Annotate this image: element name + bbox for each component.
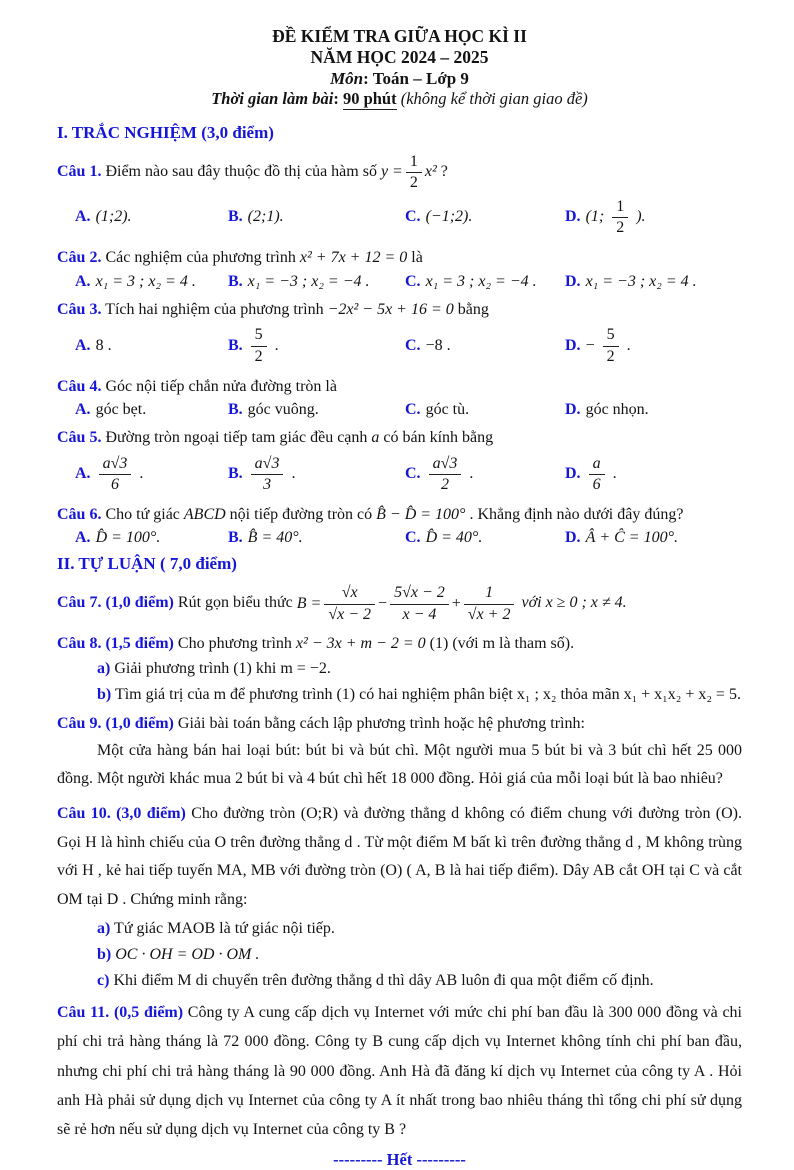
q5c-fraction: $\frac{a√3}{2}$	[429, 454, 462, 495]
school-year: NĂM HỌC 2024 – 2025	[310, 47, 489, 68]
question-2: Câu 2. Các nghiệm của phương trình x² + 7x + 12 = 0 là A. x₁ = 3 ; x₂ = 4 . B. x₁ = −3 ; x₂ = −4 . C. x₁ = 3 ; x₂ = −4 . D. x₁ = −3 ; x₂ = 4 .	[57, 246, 742, 290]
q5a-fraction: $\frac{a√3}{6}$	[99, 454, 132, 495]
option-6b: B. B̂ = 40°.	[228, 529, 303, 547]
option-4d: D. góc nhọn.	[565, 400, 649, 418]
time-line	[57, 89, 742, 109]
q7-fraction-1: $\frac{√x}{√x - 2}$	[324, 583, 375, 624]
option-3a: A. 8 .	[75, 336, 112, 354]
q1-fraction: $\frac{1}{2}$	[406, 152, 422, 193]
option-6d: D. Â + Ĉ = 100°.	[565, 529, 678, 547]
question-4-options	[57, 401, 742, 419]
option-5a: A. $\frac{a√3}{6}$ .	[75, 454, 144, 494]
question-5-options	[57, 452, 742, 496]
option-3b: B. $\frac{5}{2}$ .	[228, 326, 279, 365]
question-10	[57, 800, 742, 993]
time-label: Thời gian làm bài	[211, 89, 334, 109]
question-9-body: Một cửa hàng bán hai loại bút: bút bi và bút chì. Một người mua 5 bút bi và 3 bút chì hết 25 000 đồng. Một người khác mua 2 bút bi và 4 bút chì hết 18 000 đồng. Hỏi giá của mỗi loại bút là bao nhiêu?	[57, 742, 742, 787]
q3b-fraction: $\frac{5}{2}$	[251, 325, 267, 366]
option-5c: C. $\frac{a√3}{2}$ .	[405, 454, 474, 494]
question-6: Câu 6. Cho tứ giác ABCD nội tiếp đường tròn có B̂ − D̂ = 100° . Khẳng định nào dưới đây đúng? A. D̂ = 100°. B. B̂ = 40°. C. D̂ = 40°. D. Â + Ĉ = 100°.	[57, 503, 742, 547]
question-3-options	[57, 324, 742, 368]
subject-line	[57, 69, 742, 90]
subject-value: : Toán – Lớp 9	[363, 68, 469, 88]
question-5-label: Câu 5.	[57, 428, 102, 446]
question-10-body: Cho đường tròn (O;R) và đường thẳng d không có điểm chung với đường tròn (O). Gọi H là hình chiếu của O trên đường thẳng d . Từ một điểm M bất kì trên đường thẳng d , M không trùng với H , kẻ hai tiếp tuyến MA, MB với đường tròn (O) ( A, B là hai tiếp điểm). Dây AB cắt OH tại C và cắt OM tại D . Chứng minh rằng:	[57, 804, 743, 909]
section-1-title: I. TRẮC NGHIỆM (3,0 điểm)	[57, 122, 274, 142]
question-2-options	[57, 273, 742, 291]
question-9: Câu 9. (1,0 điểm) Giải bài toán bằng cách lập phương trình hoặc hệ phương trình: Một cửa hàng bán hai loại bút: bút bi và bút chì. Một người mua 5 bút bi và 3 bút chì hết 25 000 đồng. Một người khác mua 2 bút bi và 4 bút chì hết 18 000 đồng. Hỏi giá của mỗi loại bút là bao nhiêu?	[57, 712, 742, 792]
question-9-label: Câu 9. (1,0 điểm)	[57, 715, 174, 733]
question-1	[57, 152, 742, 240]
question-8: Câu 8. (1,5 điểm) Cho phương trình x² − 3x + m − 2 = 0 (1) (với m là tham số). a) Giải phương trình (1) khi m = −2. b) Tìm giá trị của m để phương trình (1) có hai nghiệm phân biệt x₁ ; x₂ thỏa mãn x₁ + x₁x₂ + x₂ = 5.	[57, 632, 742, 707]
section-2-title: II. TỰ LUẬN ( 7,0 điểm)	[57, 554, 237, 574]
time-value: 90 phút	[342, 89, 397, 109]
question-6-options	[57, 529, 742, 547]
option-2c: C. x₁ = 3 ; x₂ = −4 .	[405, 272, 537, 290]
question-3-label: Câu 3.	[57, 300, 102, 318]
option-4c: C. góc tù.	[405, 400, 470, 418]
q1-math-pre: y =	[380, 163, 403, 181]
question-5: Câu 5. Đường tròn ngoại tiếp tam giác đều cạnh a có bán kính bằng A. $\frac{a√3}{6}$ . B. $\frac{a√3}{3}$ . C. $\frac{a√3}{2}$ . D. $\frac{a}{6}$ .	[57, 426, 742, 496]
q3d-fraction: $\frac{5}{2}$	[603, 325, 619, 366]
option-6c: C. D̂ = 40°.	[405, 529, 483, 547]
option-5b: B. $\frac{a√3}{3}$ .	[228, 454, 296, 494]
option-4a: A. góc bẹt.	[75, 400, 147, 418]
option-3c: C. −8 .	[405, 336, 451, 354]
option-1d: D. (1; $\frac{1}{2}$ ).	[565, 197, 646, 237]
option-6a: A. D̂ = 100°.	[75, 529, 161, 547]
question-10a: a) Tứ giác MAOB là tứ giác nội tiếp.	[97, 919, 335, 937]
option-1a: A. (1;2).	[75, 208, 132, 226]
question-7: Câu 7. (1,0 điểm) Rút gọn biểu thức B = $\frac{√x}{√x - 2}$ − $\frac{5√x - 2}{x - 4}$ + $\frac{1}{√x + 2}$ với x ≥ 0 ; x ≠ 4.	[57, 584, 627, 623]
option-5d: D. $\frac{a}{6}$ .	[565, 454, 617, 494]
question-3: Câu 3. Tích hai nghiệm của phương trình −2x² − 5x + 16 = 0 bằng A. 8 . B. $\frac{5}{2}$ . C. −8 . D. − $\frac{5}{2}$ .	[57, 298, 742, 368]
q1-math-post: x²	[424, 163, 437, 181]
question-4-label: Câu 4.	[57, 377, 102, 395]
option-1c: C. (−1;2).	[405, 208, 473, 226]
option-3d: D. − $\frac{5}{2}$ .	[565, 326, 631, 365]
option-2a: A. x₁ = 3 ; x₂ = 4 .	[75, 272, 196, 290]
time-note: (không kể thời gian giao đề)	[396, 89, 588, 109]
question-8b: b) Tìm giá trị của m để phương trình (1) có hai nghiệm phân biệt x₁ ; x₂ thỏa mãn x₁ + x₁x₂ + x₂ = 5.	[97, 686, 741, 704]
q7-fraction-2: $\frac{5√x - 2}{x - 4}$	[390, 583, 449, 624]
exam-header	[57, 26, 742, 110]
question-11	[57, 998, 742, 1144]
exam-title: ĐỀ KIỂM TRA GIỮA HỌC KÌ II	[272, 26, 527, 46]
q7-expression: B = $\frac{√x}{√x - 2}$ − $\frac{5√x - 2}{x - 4}$ + $\frac{1}{√x + 2}$	[297, 583, 518, 624]
question-8-label: Câu 8. (1,5 điểm)	[57, 635, 174, 653]
question-7-label: Câu 7. (1,0 điểm)	[57, 594, 174, 612]
question-10c: c) Khi điểm M di chuyển trên đường thẳng d thì dây AB luôn đi qua một điểm cố định.	[97, 971, 654, 989]
q5d-fraction: $\frac{a}{6}$	[589, 454, 605, 495]
question-10b: b) OC · OH = OD · OM .	[97, 945, 260, 963]
q1d-fraction: $\frac{1}{2}$	[612, 197, 628, 238]
question-11-label: Câu 11. (0,5 điểm)	[57, 1003, 184, 1021]
question-6-label: Câu 6.	[57, 506, 102, 524]
option-2b: B. x₁ = −3 ; x₂ = −4 .	[228, 272, 370, 290]
question-1-label: Câu 1.	[57, 162, 102, 180]
q1-tail: ?	[436, 162, 448, 180]
question-4: Câu 4. Góc nội tiếp chắn nửa đường tròn là A. góc bẹt. B. góc vuông. C. góc tù. D. góc nhọn.	[57, 375, 742, 419]
option-4b: B. góc vuông.	[228, 400, 319, 418]
subject-label: Môn	[330, 68, 364, 88]
question-8a: a) Giải phương trình (1) khi m = −2.	[97, 660, 331, 678]
q5b-fraction: $\frac{a√3}{3}$	[251, 454, 284, 495]
question-1-text: Điểm nào sau đây thuộc đồ thị của hàm số	[101, 162, 381, 180]
time-colon: :	[333, 89, 343, 109]
question-1-options	[57, 195, 742, 239]
end-marker: --------- Hết ---------	[333, 1150, 466, 1170]
option-1b: B. (2;1).	[228, 208, 284, 226]
option-2d: D. x₁ = −3 ; x₂ = 4 .	[565, 272, 697, 290]
question-10-label: Câu 10. (3,0 điểm)	[57, 804, 186, 822]
question-2-label: Câu 2.	[57, 249, 102, 267]
q7-fraction-3: $\frac{1}{√x + 2}$	[464, 583, 515, 624]
question-11-body: Công ty A cung cấp dịch vụ Internet với mức chi phí ban đầu là 300 000 đồng và chi phí chi trả hàng tháng là 72 000 đồng. Công ty B cung cấp dịch vụ Internet không tính chi phí ban đầu, nhưng chi phí chi trả hàng tháng là 90 000 đồng. Anh Hà đã đăng kí dịch vụ Internet của công ty A . Hỏi anh Hà phải sử dụng dịch vụ Internet của công ty A ít nhất trong bao nhiêu tháng thì tổng chi phí sử dụng sẽ rẻ hơn nếu sử dụng dịch vụ Internet của công ty B ?	[57, 1003, 743, 1139]
